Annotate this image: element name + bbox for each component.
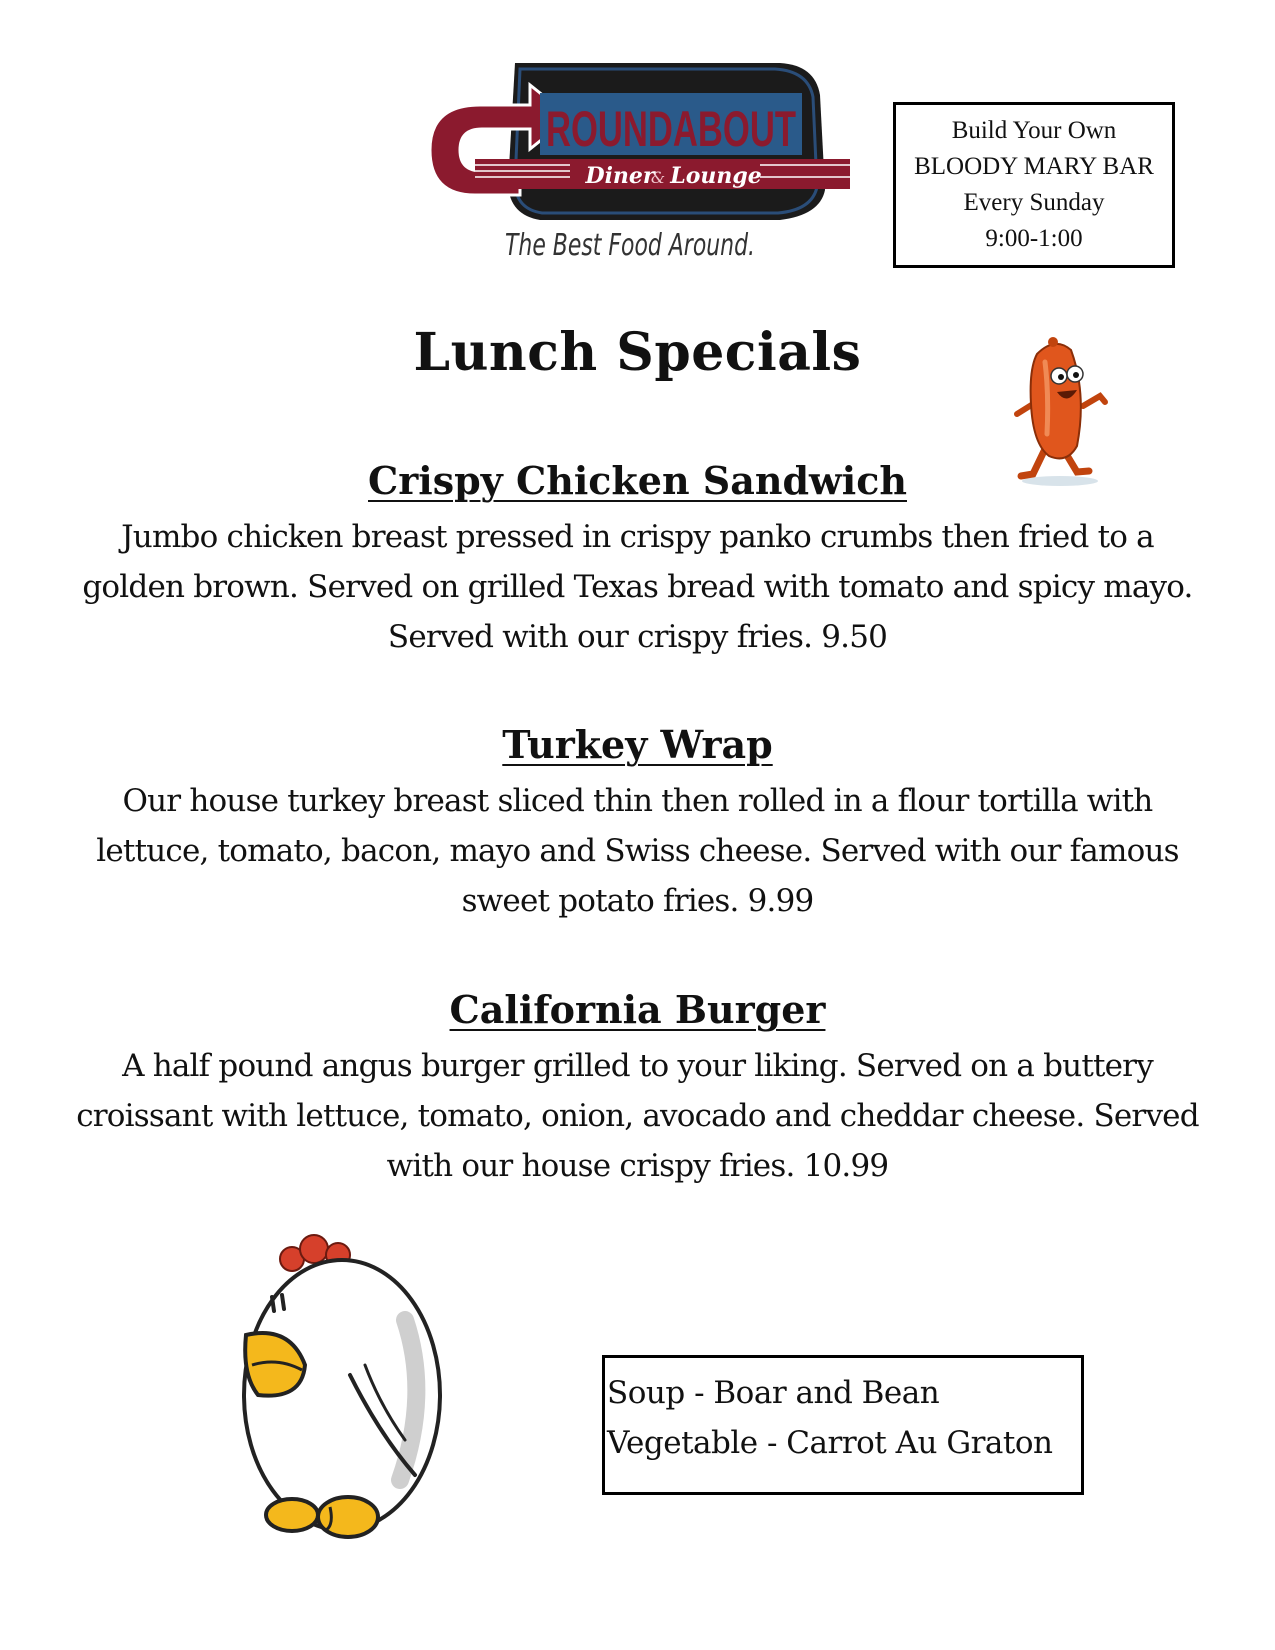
bloody-mary-line-1: Build Your Own	[951, 117, 1117, 144]
item-name-text: Crispy Chicken Sandwich	[368, 458, 907, 503]
item-description-california-burger: A half pound angus burger grilled to your liking. Served on a buttery croissant with lettuce, tomato, onion, avocado and cheddar cheese. Served with our house crispy fries. 10.99	[76, 1048, 1199, 1184]
bloody-mary-promo-box	[893, 102, 1175, 268]
page-title: Lunch Specials	[413, 322, 862, 383]
logo-subtitle-left: Diner	[585, 163, 655, 189]
sides-box	[602, 1355, 1084, 1495]
item-name-california-burger	[0, 987, 1275, 1032]
bloody-mary-line-3: Every Sunday	[963, 189, 1105, 216]
bloody-mary-line-2: BLOODY MARY BAR	[914, 153, 1154, 180]
item-name-text: California Burger	[449, 987, 826, 1032]
item-name-crispy-chicken	[0, 458, 1275, 503]
soup-of-the-day: Soup - Boar and Bean	[607, 1375, 940, 1411]
item-description-turkey-wrap: Our house turkey breast sliced thin then rolled in a flour tortilla with lettuce, tomato, bacon, mayo and Swiss cheese. Served with our famous sweet potato fries. 9.99	[96, 783, 1179, 919]
logo-tagline: The Best Food Around.	[505, 228, 755, 263]
item-name-turkey-wrap	[0, 722, 1275, 767]
bloody-mary-line-4: 9:00-1:00	[985, 225, 1083, 252]
cartoon-chicken-icon	[230, 1225, 460, 1545]
item-description-crispy-chicken: Jumbo chicken breast pressed in crispy panko crumbs then fried to a golden brown. Served on grilled Texas bread with tomato and spicy mayo. Served with our crispy fries. 9.50	[82, 519, 1193, 655]
roundabout-logo	[420, 55, 850, 270]
vegetable-of-the-day: Vegetable - Carrot Au Graton	[607, 1425, 1053, 1461]
item-name-text: Turkey Wrap	[502, 722, 773, 767]
logo-subtitle-right: Lounge	[670, 163, 762, 189]
logo-name: ROUNDABOUT	[546, 101, 796, 157]
logo-subtitle-amp: &	[650, 168, 666, 187]
